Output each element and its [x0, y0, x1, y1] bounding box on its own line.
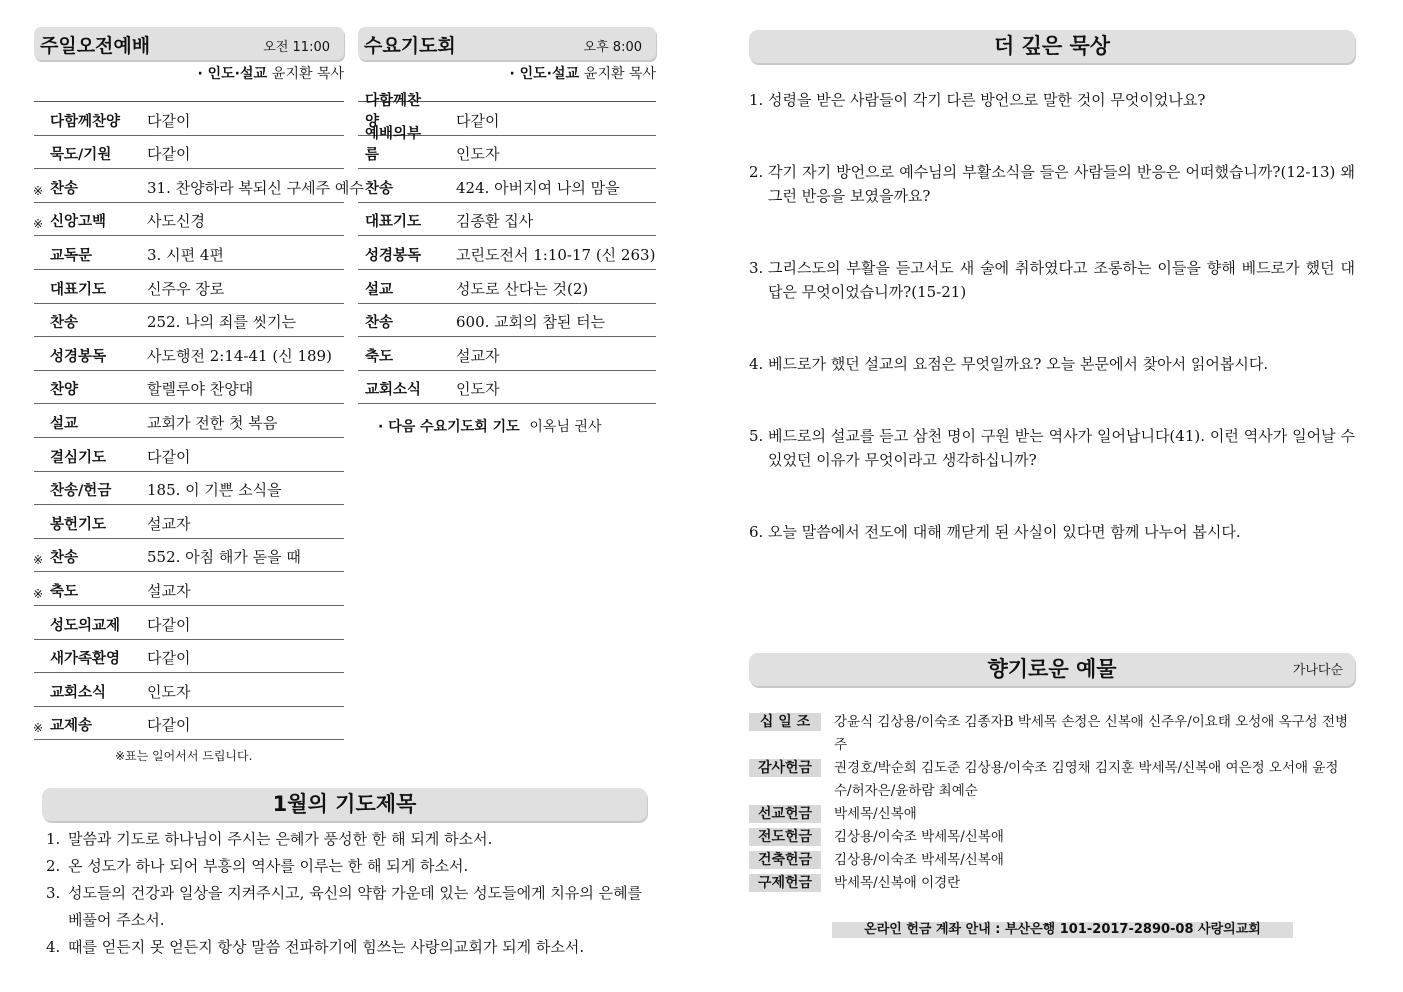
service-row — [358, 270, 656, 304]
prayer-topics-title: 1월의 기도제목 — [272, 792, 417, 816]
service-item-label: 봉헌기도 — [50, 516, 107, 533]
service-item-value: 다같이 — [147, 716, 191, 735]
offering-row — [749, 711, 1355, 757]
sunday-service-title: 주일오전예배 — [40, 35, 151, 57]
wednesday-service-title: 수요기도회 — [364, 35, 456, 57]
service-item-value: 교회가 전한 첫 복음 — [147, 413, 278, 432]
service-row — [34, 404, 344, 438]
next-prayer-label: · 다음 수요기도회 기도 — [378, 419, 520, 435]
service-item-value: 31. 찬양하라 복되신 구세주 예수 — [147, 178, 364, 197]
service-row — [34, 371, 344, 405]
service-item-label: 성경봉독 — [50, 348, 107, 365]
service-item-label: 찬송 — [365, 180, 394, 197]
offering-category: 감사헌금 — [749, 759, 821, 777]
service-item-label: 축도 — [365, 348, 394, 365]
prayer-item — [46, 826, 644, 853]
service-item-label: 찬송 — [50, 315, 79, 332]
service-item-label: 설교 — [50, 415, 79, 432]
service-item-label: 대표기도 — [365, 214, 422, 231]
question-text: 그리스도의 부활을 듣고서도 새 술에 취하였다고 조롱하는 이들을 향해 베드로가 했던 대답은 무엇이었습니까?(15-21) — [768, 259, 1355, 301]
sunday-leader — [34, 63, 344, 83]
standing-mark: ※ — [33, 183, 44, 198]
offering-category: 선교헌금 — [749, 805, 821, 823]
service-row — [34, 673, 344, 707]
service-item-label: 성경봉독 — [365, 247, 422, 264]
service-row — [34, 606, 344, 640]
question-number: 2. — [749, 163, 764, 181]
service-item-label: 교회소식 — [50, 684, 107, 701]
service-row — [34, 270, 344, 304]
offering-names: 권경호/박순희 김도준 김상용/이숙조 김영채 김지훈 박세목/신복애 여은정 오서애 윤정수/허자은/윤하람 최예순 — [834, 760, 1339, 799]
service-row — [358, 203, 656, 237]
service-item-label: 찬송 — [50, 550, 79, 567]
offering-list — [749, 711, 1355, 895]
service-item-label: 찬송 — [50, 180, 79, 197]
service-item-label: 다함께찬양 — [50, 113, 121, 130]
question-text: 각기 자기 방언으로 예수님의 부활소식을 들은 사람들의 반응은 어떠했습니까?(12-13) 왜 그런 반응을 보였을까요? — [768, 163, 1355, 205]
service-item-value: 다같이 — [147, 111, 191, 130]
sunday-order-of-service — [33, 101, 364, 740]
wednesday-leader — [358, 63, 656, 83]
service-row — [34, 707, 344, 741]
service-item-value: 할렐루야 찬양대 — [147, 380, 254, 399]
service-item-value: 신주우 장로 — [147, 279, 225, 298]
offering-row — [749, 803, 1355, 826]
service-item-value: 인도자 — [456, 145, 500, 164]
offering-names: 김상용/이숙조 박세목/신복애 — [834, 852, 1004, 868]
service-row — [34, 438, 344, 472]
question-text: 베드로가 했던 설교의 요점은 무엇일까요? 오늘 본문에서 찾아서 읽어봅시다. — [768, 355, 1269, 373]
prayer-item — [46, 853, 644, 880]
service-row — [358, 304, 656, 338]
wednesday-service-header — [358, 27, 656, 60]
service-item-value: 600. 교회의 참된 터는 — [456, 313, 606, 332]
next-prayer-name: 이옥님 권사 — [529, 419, 602, 435]
service-row — [34, 337, 344, 371]
service-row — [34, 505, 344, 539]
offering-row — [749, 872, 1355, 895]
question-text: 베드로의 설교를 듣고 삼천 명이 구원 받는 역사가 일어납니다(41). 이런 역사가 일어날 수 있었던 이유가 무엇이라고 생각하십니까? — [768, 427, 1355, 469]
offering-names: 강윤식 김상용/이숙조 김종자B 박세목 손정은 신복애 신주우/이요태 오성애 옥구성 전병주 — [834, 714, 1349, 753]
service-item-value: 사도행전 2:14-41 (신 189) — [147, 346, 332, 365]
standing-note: ※표는 일어서서 드립니다. — [115, 749, 253, 763]
service-item-value: 252. 나의 죄를 씻기는 — [147, 313, 297, 332]
service-item-value: 인도자 — [456, 380, 500, 399]
question-number: 1. — [749, 91, 764, 109]
standing-mark: ※ — [33, 217, 44, 232]
meditation-header — [749, 30, 1355, 63]
prayer-number: 3. — [46, 884, 61, 902]
question-number: 4. — [749, 355, 764, 373]
service-item-label: 교제송 — [50, 718, 93, 735]
sunday-leader-label: · 인도·설교 — [197, 66, 268, 82]
offering-row — [749, 849, 1355, 872]
sunday-service-time: 오전 11:00 — [263, 40, 330, 55]
offering-row — [749, 826, 1355, 849]
offering-names: 박세목/신복애 — [834, 806, 917, 822]
service-item-label: 교독문 — [50, 247, 93, 264]
service-item-value: 설교자 — [147, 514, 191, 533]
offering-order-note: 가나다순 — [1292, 663, 1343, 678]
service-item-label: 교회소식 — [365, 382, 422, 399]
service-item-value: 설교자 — [147, 581, 191, 600]
sunday-leader-name: 윤지환 목사 — [271, 66, 344, 82]
service-item-label: 신앙고백 — [50, 214, 107, 231]
standing-mark: ※ — [33, 721, 44, 736]
service-item-label: 찬양 — [50, 382, 79, 399]
service-item-label: 대표기도 — [50, 281, 107, 298]
service-item-value: 다같이 — [147, 615, 191, 634]
standing-mark: ※ — [33, 553, 44, 568]
service-item-value: 185. 이 기쁜 소식을 — [147, 481, 282, 500]
offering-names: 박세목/신복애 이경란 — [834, 875, 961, 891]
wednesday-order-of-service — [358, 92, 656, 404]
service-item-label: 예배의부름 — [365, 126, 422, 164]
service-row — [358, 236, 656, 270]
service-item-value: 고린도전서 1:10-17 (신 263) — [456, 245, 656, 264]
service-row — [34, 472, 344, 506]
service-item-label: 새가족환영 — [50, 651, 121, 668]
service-row — [33, 169, 364, 203]
service-row — [34, 304, 344, 338]
offering-category: 건축헌금 — [749, 851, 821, 869]
service-item-label: 다함께찬양 — [365, 92, 422, 130]
prayer-text: 말씀과 기도로 하나님이 주시는 은혜가 풍성한 한 해 되게 하소서. — [68, 830, 493, 848]
service-row — [34, 236, 344, 270]
service-row — [358, 169, 656, 203]
service-row — [358, 126, 656, 170]
service-item-label: 묵도/기원 — [50, 147, 112, 164]
service-row — [34, 102, 344, 136]
service-item-label: 설교 — [365, 281, 394, 298]
prayer-item — [46, 880, 644, 934]
prayer-topics-list — [46, 826, 644, 961]
meditation-title: 더 깊은 묵상 — [993, 34, 1111, 58]
meditation-question — [749, 256, 1355, 304]
question-number: 5. — [749, 427, 764, 445]
prayer-number: 4. — [46, 938, 61, 956]
meditation-question — [749, 88, 1355, 112]
service-item-value: 성도로 산다는 것(2) — [456, 279, 589, 298]
wednesday-leader-name: 윤지환 목사 — [583, 66, 656, 82]
service-item-value: 설교자 — [456, 346, 500, 365]
service-row — [34, 572, 344, 606]
service-item-label: 축도 — [50, 583, 79, 600]
service-item-label: 성도의교제 — [50, 617, 121, 634]
service-item-value: 424. 아버지여 나의 맘을 — [456, 178, 620, 197]
next-wednesday-prayer — [378, 416, 658, 436]
offering-names: 김상용/이숙조 박세목/신복애 — [834, 829, 1004, 845]
service-item-value: 3. 시편 4편 — [147, 245, 224, 264]
service-item-value: 인도자 — [147, 682, 191, 701]
prayer-topics-header — [42, 788, 647, 821]
sunday-service-header — [34, 27, 344, 60]
offering-row — [749, 757, 1355, 803]
prayer-item — [46, 934, 644, 961]
service-item-value: 다같이 — [147, 649, 191, 668]
offering-category: 십 일 조 — [749, 713, 821, 731]
prayer-text: 때를 얻든지 못 얻든지 항상 말씀 전파하기에 힘쓰는 사랑의교회가 되게 하소서. — [68, 938, 585, 956]
offering-header — [749, 653, 1355, 686]
meditation-question — [749, 160, 1355, 208]
service-item-label: 찬송 — [365, 315, 394, 332]
offering-category: 전도헌금 — [749, 828, 821, 846]
service-item-value: 다같이 — [147, 447, 191, 466]
online-account-info: 온라인 헌금 계좌 안내 : 부산은행 101-2017-2890-08 사랑의교회 — [832, 922, 1293, 938]
prayer-text: 온 성도가 하나 되어 부흥의 역사를 이루는 한 해 되게 하소서. — [68, 857, 469, 875]
wednesday-leader-label: · 인도·설교 — [509, 66, 580, 82]
offering-category: 구제헌금 — [749, 874, 821, 892]
prayer-number: 1. — [46, 830, 61, 848]
question-number: 6. — [749, 523, 764, 541]
meditation-question — [749, 424, 1355, 472]
service-row — [34, 203, 344, 237]
service-item-value: 김종환 집사 — [456, 212, 534, 231]
service-item-value: 사도신경 — [147, 212, 205, 231]
prayer-number: 2. — [46, 857, 61, 875]
wednesday-service-time: 오후 8:00 — [583, 40, 642, 55]
service-item-value: 다같이 — [456, 111, 500, 130]
service-item-label: 찬송/헌금 — [50, 483, 112, 500]
service-item-label: 결심기도 — [50, 449, 107, 466]
service-item-value: 다같이 — [147, 145, 191, 164]
service-row — [34, 136, 344, 170]
service-row — [34, 640, 344, 674]
prayer-text: 성도들의 건강과 일상을 지켜주시고, 육신의 약함 가운데 있는 성도들에게 치유의 은혜를 베풀어 주소서. — [68, 884, 643, 929]
service-row — [358, 337, 656, 371]
question-text: 오늘 말씀에서 전도에 대해 깨닫게 된 사실이 있다면 함께 나누어 봅시다. — [768, 523, 1241, 541]
offering-title: 향기로운 예물 — [987, 657, 1117, 681]
question-number: 3. — [749, 259, 764, 277]
question-text: 성령을 받은 사람들이 각기 다른 방언으로 말한 것이 무엇이었나요? — [768, 91, 1206, 109]
meditation-question — [749, 520, 1355, 544]
service-item-value: 552. 아침 해가 돋을 때 — [147, 548, 301, 567]
standing-mark: ※ — [33, 586, 44, 601]
service-row — [358, 371, 656, 405]
meditation-question — [749, 352, 1355, 376]
service-row — [34, 539, 344, 573]
